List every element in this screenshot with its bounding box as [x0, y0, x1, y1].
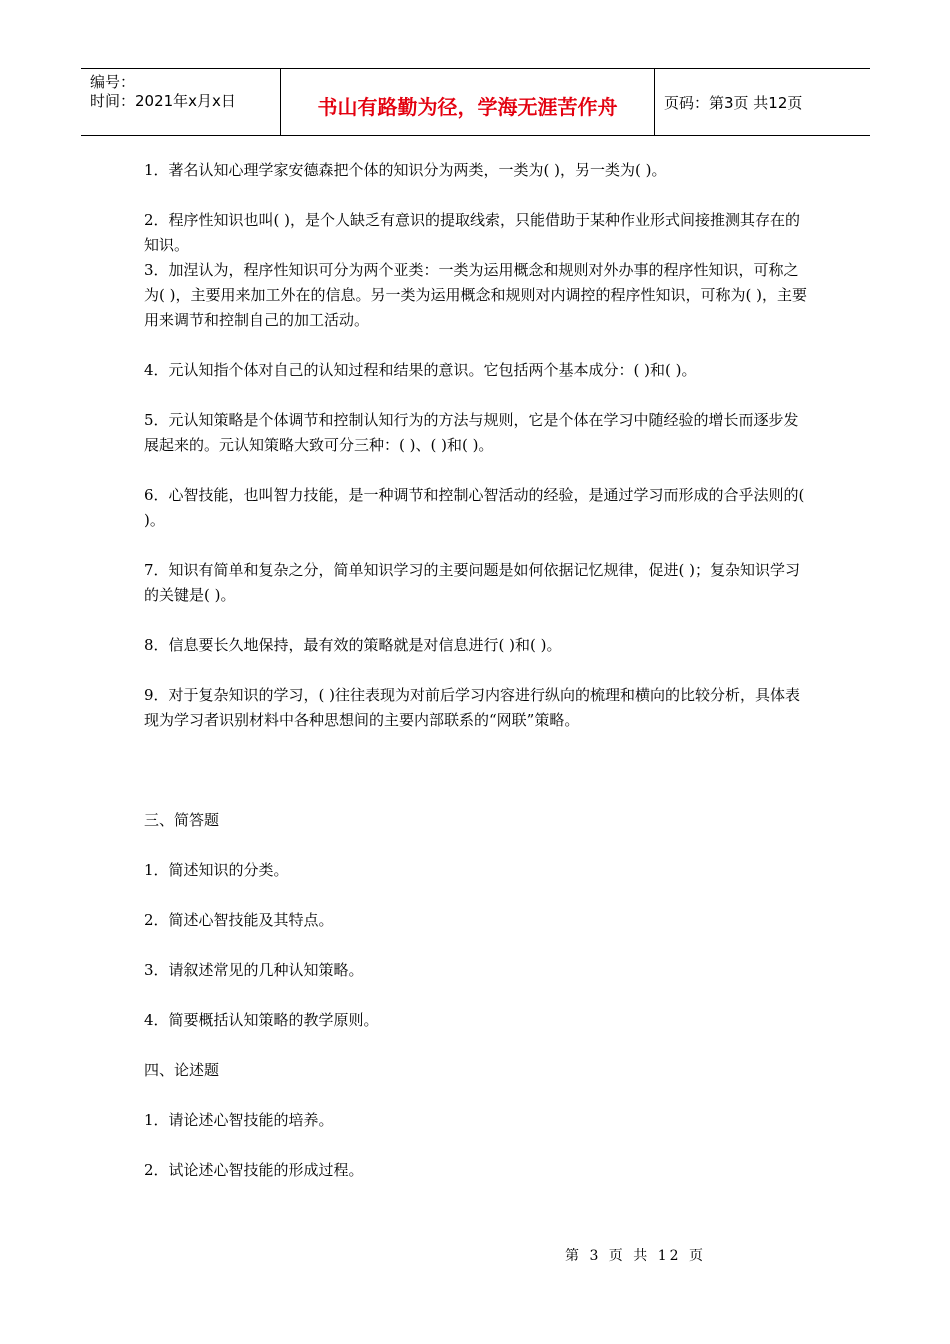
short-answer-4: 4．简要概括认知策略的教学原则。: [144, 1011, 379, 1029]
header-meta: [81, 69, 281, 135]
question-8: 8．信息要长久地保持，最有效的策略就是对信息进行( )和( )。: [144, 636, 562, 654]
essay-1: 1．请论述心智技能的培养。: [144, 1111, 334, 1129]
question-7: 7．知识有简单和复杂之分，简单知识学习的主要问题是如何依据记忆规律，促进( )；复杂知识学习的关键是( )。: [144, 561, 801, 604]
header-page-info: 页码：第3页 共12页: [664, 93, 803, 112]
short-answer-1: 1．简述知识的分类。: [144, 861, 289, 879]
essay-2: 2．试论述心智技能的形成过程。: [144, 1161, 364, 1179]
question-3: 3．加涅认为，程序性知识可分为两个亚类：一类为运用概念和规则对外办事的程序性知识，可称之为( )，主要用来加工外在的信息。另一类为运用概念和规则对内调控的程序性知识，可称为( )，主要用来调节和控制自己的加工活动。: [144, 261, 807, 329]
question-9: 9．对于复杂知识的学习，( )往往表现为对前后学习内容进行纵向的梳理和横向的比较分析，具体表现为学习者识别材料中各种思想间的主要内部联系的“网联”策略。: [144, 686, 801, 729]
question-4: 4．元认知指个体对自己的认知过程和结果的意识。它包括两个基本成分：( )和( )。: [144, 361, 697, 379]
time-label: 时间：2021年x月x日: [90, 92, 236, 110]
short-answer-2: 2．简述心智技能及其特点。: [144, 911, 334, 929]
number-label: 编号：: [90, 73, 136, 91]
page-header: [81, 68, 870, 136]
section-title-short-answer: 三、简答题: [144, 811, 220, 829]
question-1: 1．著名认知心理学家安德森把个体的知识分为两类，一类为( )，另一类为( )。: [144, 161, 667, 179]
question-5: 5．元认知策略是个体调节和控制认知行为的方法与规则，它是个体在学习中随经验的增长而逐步发展起来的。元认知策略大致可分三种：( )、( )和( )。: [144, 411, 799, 454]
page-footer: 第 3 页 共 12 页: [565, 1248, 706, 1264]
document-body: [144, 158, 812, 1183]
question-2: 2．程序性知识也叫( )，是个人缺乏有意识的提取线索，只能借助于某种作业形式间接推测其存在的知识。: [144, 211, 801, 254]
question-6: 6．心智技能，也叫智力技能，是一种调节和控制心智活动的经验，是通过学习而形成的合乎法则的( )。: [144, 486, 805, 529]
short-answer-3: 3．请叙述常见的几种认知策略。: [144, 961, 364, 979]
section-title-essay: 四、论述题: [144, 1061, 220, 1079]
header-motto: 书山有路勤为径，学海无涯苦作舟: [281, 69, 655, 135]
